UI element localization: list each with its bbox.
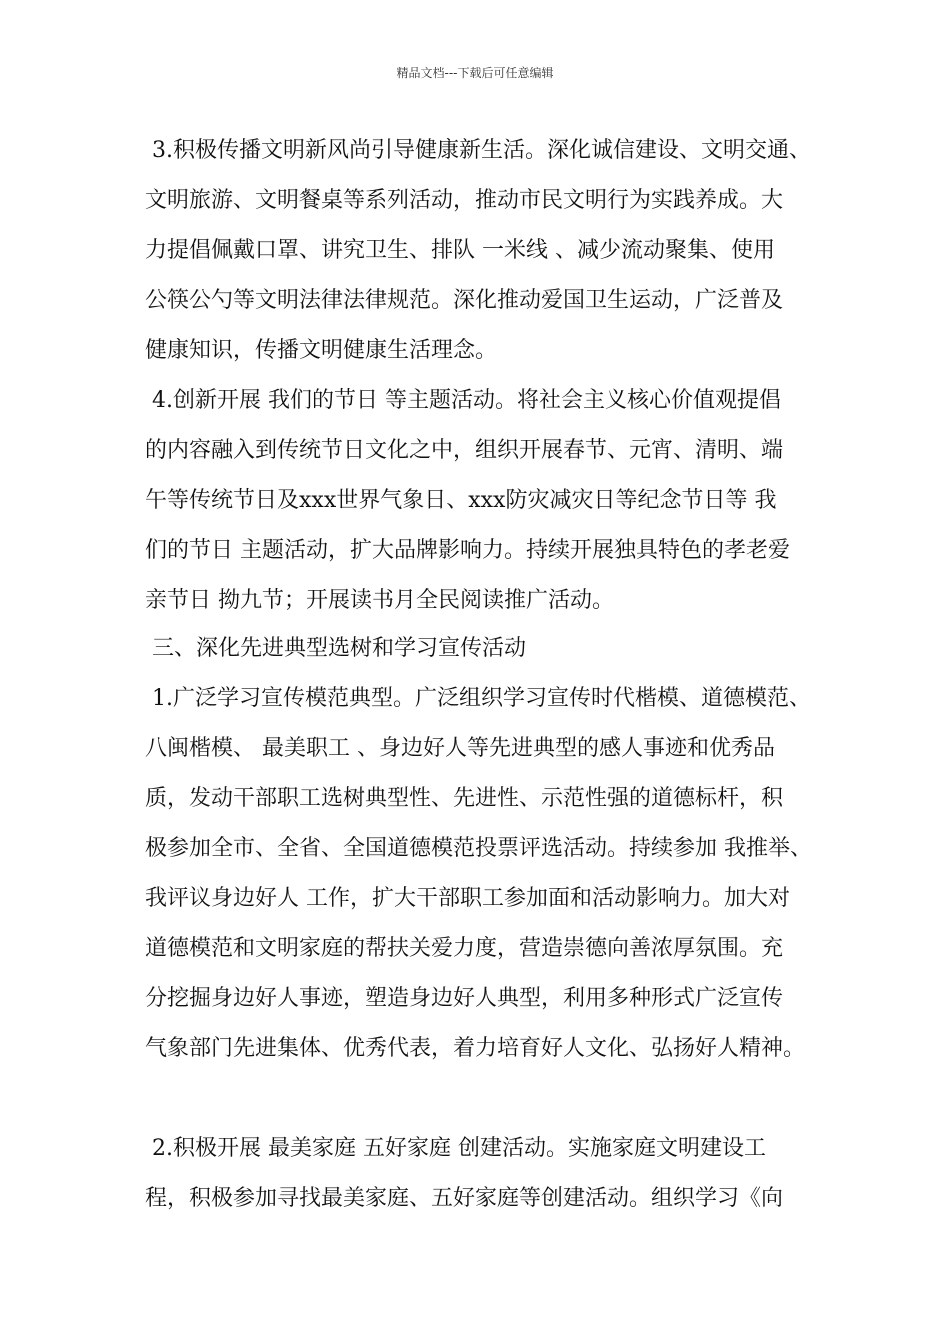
text-line: 午等传统节日及xxx世界气象日、xxx防灾减灾日等纪念节日等 我 (145, 488, 777, 513)
page-header: 精品文档---下载后可任意编辑 (396, 66, 554, 80)
text-line: 气象部门先进集体、优秀代表，着力培育好人文化、弘扬好人精神。 (145, 1036, 806, 1061)
text-line: 力提倡佩戴口罩、讲究卫生、排队 一米线 、减少流动聚集、使用 (145, 238, 775, 263)
text-line: 2.积极开展 最美家庭 五好家庭 创建活动。实施家庭文明建设工 (145, 1136, 766, 1161)
text-line: 分挖掘身边好人事迹，塑造身边好人典型，利用多种形式广泛宣传 (145, 986, 784, 1011)
text-line: 质，发动干部职工选树典型性、先进性、示范性强的道德标杆，积 (145, 786, 784, 811)
text-line: 的内容融入到传统节日文化之中，组织开展春节、元宵、清明、端 (145, 438, 784, 463)
text-line: 4.创新开展 我们的节日 等主题活动。将社会主义核心价值观提倡 (145, 388, 781, 413)
text-line: 程，积极参加寻找最美家庭、五好家庭等创建活动。组织学习《向 (145, 1186, 784, 1211)
text-line: 道德模范和文明家庭的帮扶关爱力度，营造崇德向善浓厚氛围。充 (145, 936, 784, 961)
text-line: 八闽楷模、 最美职工 、身边好人等先进典型的感人事迹和优秀品 (145, 736, 775, 761)
text-line: 们的节日 主题活动，扩大品牌影响力。持续开展独具特色的孝老爱 (145, 538, 790, 563)
text-line: 极参加全市、全省、全国道德模范投票评选活动。持续参加 我推举、 (145, 836, 812, 861)
text-line: 公筷公勺等文明法律法律规范。深化推动爱国卫生运动，广泛普及 (145, 288, 784, 313)
section-heading: 三、深化先进典型选树和学习宣传活动 (145, 636, 526, 661)
text-line: 文明旅游、文明餐桌等系列活动，推动市民文明行为实践养成。大 (145, 188, 784, 213)
text-line: 1.广泛学习宣传模范典型。广泛组织学习宣传时代楷模、道德模范、 (145, 686, 811, 711)
text-line: 3.积极传播文明新风尚引导健康新生活。深化诚信建设、文明交通、 (145, 138, 811, 163)
text-line: 亲节日 拗九节；开展读书月全民阅读推广活动。 (145, 588, 614, 613)
text-line: 健康知识，传播文明健康生活理念。 (145, 338, 498, 363)
text-line: 我评议身边好人 工作，扩大干部职工参加面和活动影响力。加大对 (145, 886, 790, 911)
